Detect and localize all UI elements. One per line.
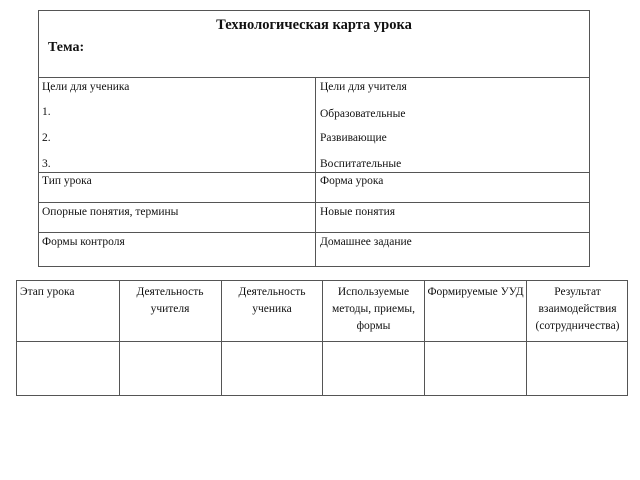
teacher-goals-heading: Цели для учителя [320, 81, 407, 93]
card-border-left [38, 10, 39, 267]
student-goal-item: 3. [42, 158, 51, 170]
basic-concepts-label: Опорные понятия, термины [42, 206, 179, 218]
teacher-goal-item: Воспитательные [320, 158, 402, 170]
card-border-bottom [38, 266, 590, 267]
card-title: Технологическая карта урока [216, 17, 412, 33]
teacher-goal-item: Образовательные [320, 108, 406, 120]
student-goal-item: 2. [42, 132, 51, 144]
column-header-uud: Формируемые УУД [427, 286, 524, 298]
student-goal-item: 1. [42, 106, 51, 118]
card-border-right [589, 10, 590, 267]
card-row-divider [38, 232, 590, 233]
column-header-result: Результат взаимодействия (сотрудничества) [535, 286, 620, 332]
teacher-goal-item: Развивающие [320, 132, 387, 144]
control-forms-label: Формы контроля [42, 236, 125, 248]
homework-label: Домашнее задание [320, 236, 412, 248]
column-header-methods: Используемые методы, приемы, формы [331, 286, 416, 332]
column-header-stage: Этап урока [20, 286, 75, 298]
stages-column-divider [16, 280, 17, 396]
card-row-divider [38, 172, 590, 173]
card-border-top [38, 10, 590, 11]
topic-label: Тема: [48, 40, 85, 55]
lesson-form-label: Форма урока [320, 175, 384, 187]
lesson-type-label: Тип урока [42, 175, 92, 187]
student-goals-heading: Цели для ученика [42, 81, 130, 93]
column-header-student-activity: Деятельность ученика [238, 286, 306, 315]
card-row-divider [38, 77, 590, 78]
column-header-teacher-activity: Деятельность учителя [136, 286, 204, 315]
card-row-divider [38, 202, 590, 203]
card-column-divider [315, 77, 316, 267]
new-concepts-label: Новые понятия [320, 206, 396, 218]
